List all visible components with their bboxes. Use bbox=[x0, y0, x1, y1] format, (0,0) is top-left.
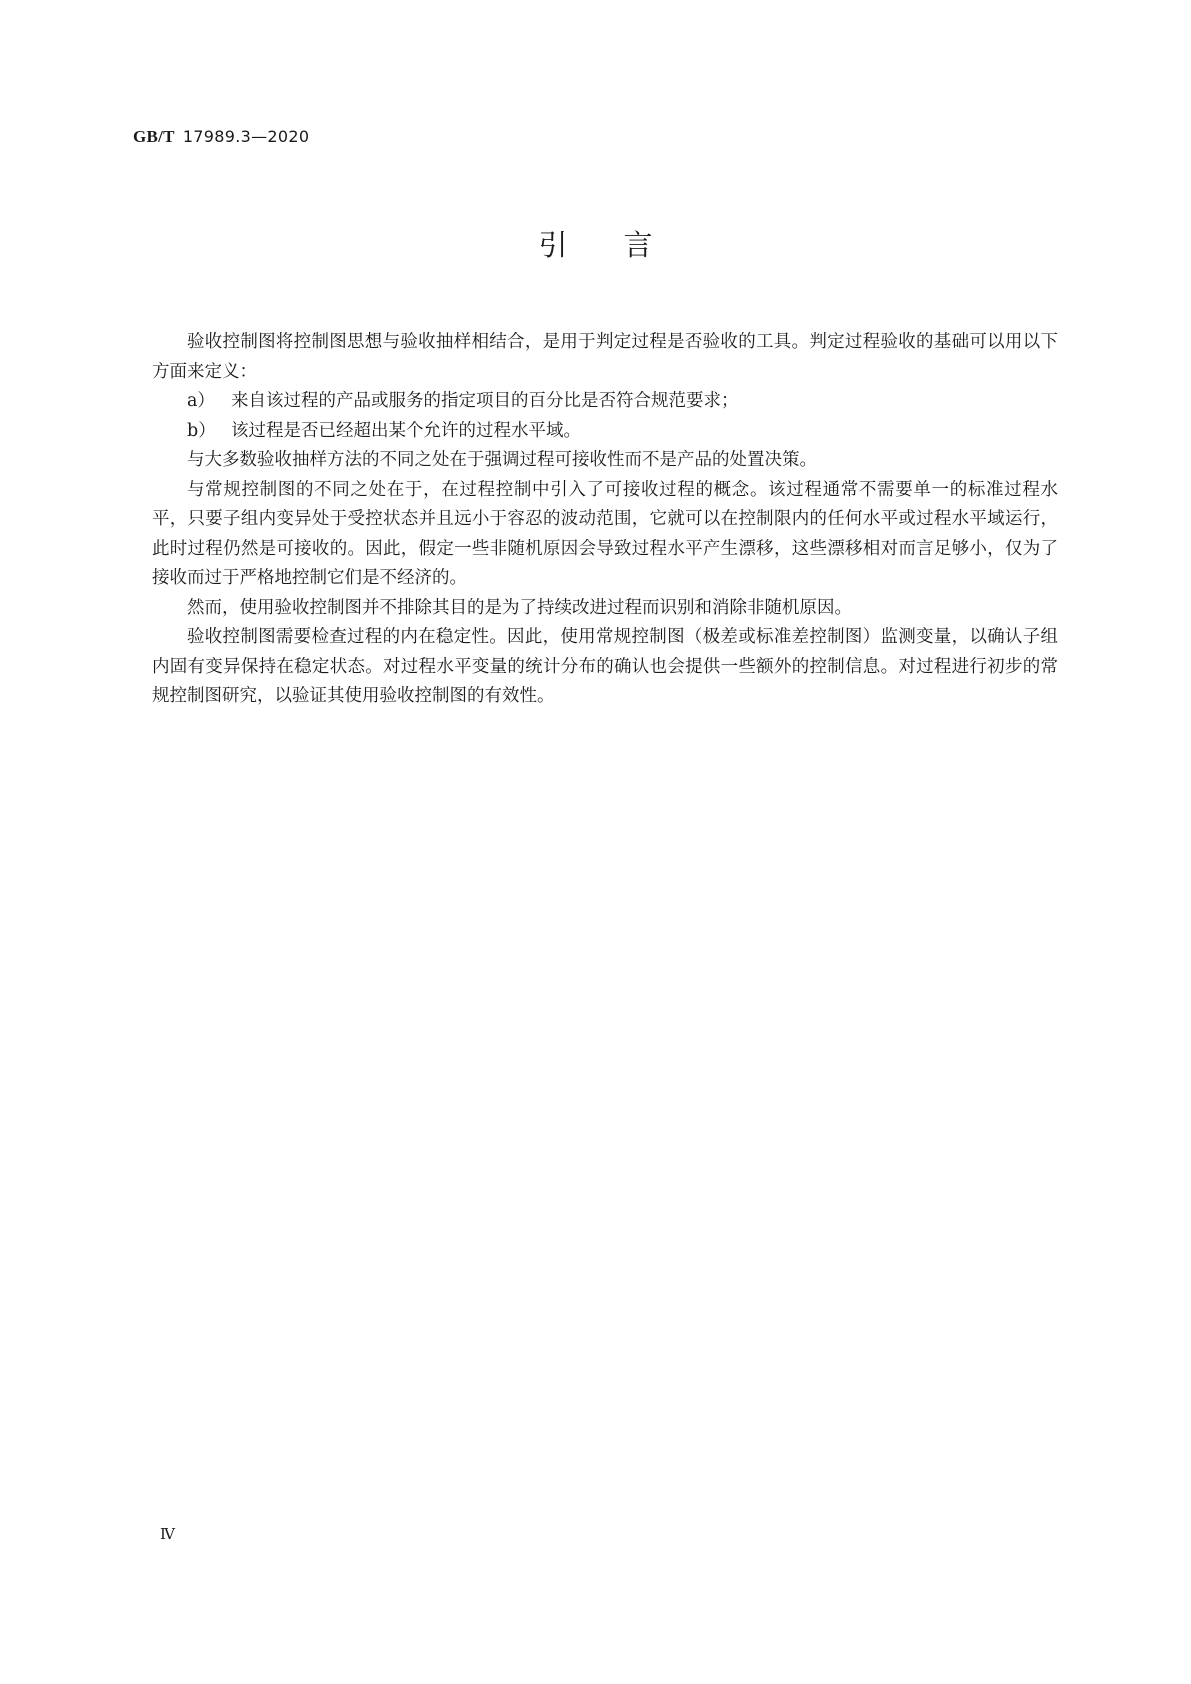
paragraph: 与大多数验收抽样方法的不同之处在于强调过程可接收性而不是产品的处置决策。 bbox=[187, 450, 817, 470]
list-item-text: 来自该过程的产品或服务的指定项目的百分比是否符合规范要求； bbox=[231, 391, 739, 411]
section-title: 引言 bbox=[538, 228, 709, 262]
paragraph: 验收控制图需要检查过程的内在稳定性。因此，使用常规控制图（极差或标准差控制图）监测变量，以确认子组内固有变异保持在稳定状态。对过程水平变量的统计分布的确认也会提供一些额外的控制信息。对过程进行初步的常规控制图研究，以验证其使用验收控制图的有效性。 bbox=[152, 627, 1058, 706]
paragraph: 然而，使用验收控制图并不排除其目的是为了持续改进过程而识别和消除非随机原因。 bbox=[187, 597, 852, 618]
list-marker: b） bbox=[187, 420, 216, 441]
list-item bbox=[152, 387, 1058, 417]
page-number: Ⅳ bbox=[160, 1527, 175, 1543]
standard-prefix: GB/T bbox=[133, 127, 175, 146]
paragraph: 验收控制图将控制图思想与验收抽样相结合，是用于判定过程是否验收的工具。判定过程验收的基础可以用以下方面来定义： bbox=[152, 332, 1058, 382]
list-item bbox=[152, 417, 1058, 447]
list-marker: a） bbox=[187, 391, 215, 411]
paragraph: 与常规控制图的不同之处在于，在过程控制中引入了可接收过程的概念。该过程通常不需要单一的标准过程水平，只要子组内变异处于受控状态并且远小于容忍的波动范围，它就可以在控制限内的任何水平或过程水平域运行，此时过程仍然是可接收的。因此，假定一些非随机原因会导致过程水平产生漂移，这些漂移相对而言足够小，仅为了接收而过于严格地控制它们是不经济的。 bbox=[152, 479, 1058, 588]
standard-code-header bbox=[133, 127, 309, 147]
standard-number: 17989.3—2020 bbox=[182, 127, 310, 146]
introduction-body bbox=[152, 328, 1058, 712]
list-item-text: 该过程是否已经超出某个允许的过程水平域。 bbox=[231, 420, 581, 441]
